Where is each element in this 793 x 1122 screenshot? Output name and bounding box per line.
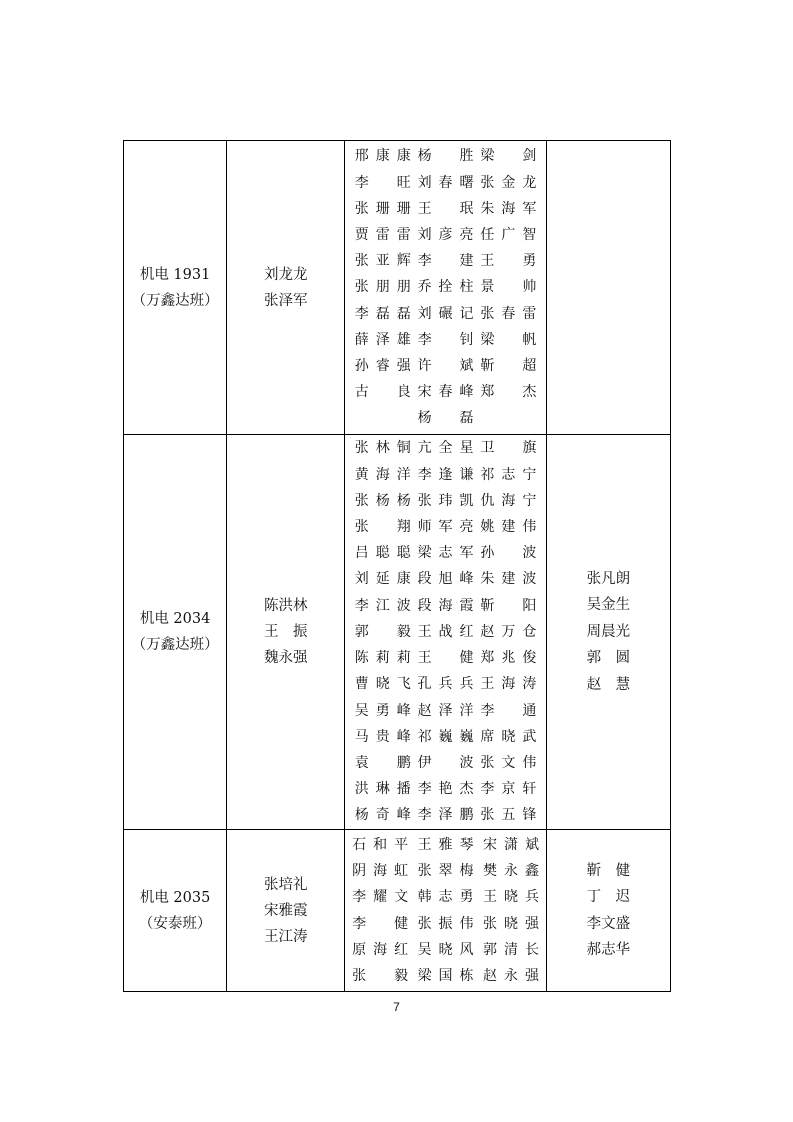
student-name: 刘延康 — [354, 571, 411, 588]
student-name: 刘碾记 — [417, 305, 474, 322]
student-name: 古 良 — [354, 384, 411, 401]
student-list — [345, 832, 545, 989]
student-name: 马贵峰 — [354, 728, 411, 745]
student-name: 张翠梅 — [417, 863, 474, 880]
extra-name: 周晨光 — [586, 623, 631, 640]
extra-cell — [546, 141, 670, 435]
students-cell — [345, 141, 546, 435]
student-name: 宋春峰 — [417, 384, 474, 401]
student-name: 许 斌 — [417, 358, 474, 374]
student-name: 李艳杰 — [417, 781, 474, 798]
table-row — [124, 141, 671, 435]
student-name: 靳 阳 — [480, 597, 537, 614]
student-name: 祁巍巍 — [417, 728, 474, 745]
student-name: 王 健 — [417, 650, 474, 667]
student-name: 张晓强 — [483, 915, 540, 932]
class-cell — [124, 830, 227, 992]
student-name: 郭清长 — [483, 941, 540, 958]
student-name: 邢康康 — [354, 148, 411, 165]
table-row — [124, 435, 671, 830]
student-name: 段旭峰 — [417, 571, 474, 588]
student-name: 宋潇斌 — [483, 836, 540, 853]
student-name: 张亚辉 — [354, 253, 411, 270]
student-name: 李江波 — [354, 597, 411, 614]
student-name: 李耀文 — [352, 889, 409, 906]
class-group: （安泰班） — [138, 915, 212, 932]
student-name: 朱海军 — [480, 200, 537, 217]
student-name: 赵万仓 — [480, 623, 537, 640]
teacher-name: 刘龙龙 — [264, 266, 308, 283]
teacher-cell — [227, 435, 345, 830]
student-name: 贾雷雷 — [354, 226, 411, 243]
student-name: 张金龙 — [480, 174, 537, 191]
teacher-cell — [227, 141, 345, 435]
extra-name: 张凡朗 — [586, 570, 631, 587]
class-name: 机电 2035 — [139, 889, 211, 906]
student-name: 伊 波 — [417, 754, 474, 771]
student-name: 阴海虹 — [352, 863, 409, 880]
student-name: 祁志宁 — [480, 466, 537, 483]
class-name: 机电 2034 — [139, 611, 211, 627]
extra-name: 赵 慧 — [586, 676, 631, 693]
student-name: 杨 胜 — [417, 148, 474, 165]
extra-name: 靳 健 — [586, 862, 631, 879]
student-name: 王海涛 — [480, 676, 537, 693]
student-name: 李 钊 — [417, 331, 474, 348]
student-name: 李 健 — [352, 915, 409, 932]
student-name: 李 建 — [417, 253, 474, 270]
extra-name: 李文盛 — [586, 915, 631, 932]
student-name: 李磊磊 — [354, 305, 411, 322]
extra-name: 丁 迟 — [586, 889, 631, 905]
student-name: 黄海洋 — [354, 466, 411, 483]
student-name: 吴勇峰 — [354, 702, 411, 719]
teacher-name: 王 振 — [264, 624, 308, 640]
student-name: 任广智 — [480, 226, 537, 243]
class-cell — [124, 141, 227, 435]
student-name: 吴晓风 — [417, 941, 474, 958]
class-cell — [124, 435, 227, 830]
student-name: 孙睿强 — [354, 358, 411, 374]
student-name: 赵永强 — [483, 967, 540, 984]
student-name: 洪琳播 — [354, 781, 411, 798]
students-cell — [345, 830, 546, 992]
student-name: 陈莉莉 — [354, 650, 411, 667]
student-name: 梁 帆 — [480, 331, 537, 348]
extra-name: 郝志华 — [586, 942, 631, 958]
student-name: 张 毅 — [352, 967, 409, 984]
student-name: 杨奇峰 — [354, 807, 411, 824]
student-list — [345, 143, 545, 431]
student-name: 李逢谦 — [417, 466, 474, 483]
student-name: 杨 磊 — [417, 410, 474, 427]
student-name: 王 珉 — [417, 200, 474, 217]
class-group: （万鑫达班） — [131, 637, 219, 653]
student-name: 张林铜 — [354, 440, 411, 457]
student-name: 靳 超 — [480, 358, 537, 374]
student-name: 王 勇 — [480, 253, 537, 270]
student-name: 郑兆俊 — [480, 650, 537, 667]
student-name: 孔兵兵 — [417, 676, 474, 693]
student-name: 王战红 — [417, 623, 474, 640]
student-name: 张振伟 — [417, 915, 474, 932]
student-name: 仇海宁 — [480, 492, 537, 509]
teacher-name: 王江涛 — [264, 928, 308, 945]
student-name: 刘春曙 — [417, 174, 474, 191]
extra-cell — [546, 830, 670, 992]
student-name: 师军亮 — [417, 519, 474, 536]
student-name: 郭 毅 — [354, 623, 411, 640]
student-name: 石和平 — [352, 836, 409, 853]
student-name: 卫 旗 — [480, 440, 537, 457]
student-name: 梁志军 — [417, 545, 474, 562]
student-name: 段海霞 — [417, 597, 474, 614]
student-name: 曹晓飞 — [354, 676, 411, 693]
student-name: 张杨杨 — [354, 492, 411, 509]
student-name: 李 通 — [480, 702, 537, 719]
extra-name: 郭 圆 — [586, 650, 631, 667]
table-row — [124, 830, 671, 992]
student-name: 张春雷 — [480, 305, 537, 322]
teacher-name: 张泽军 — [264, 292, 308, 309]
teacher-cell — [227, 830, 345, 992]
student-name: 张珊珊 — [354, 200, 411, 217]
student-name: 吕聪聪 — [354, 545, 411, 562]
student-name: 张玮凯 — [417, 492, 474, 509]
student-name: 原海红 — [352, 941, 409, 958]
student-name: 赵泽洋 — [417, 702, 474, 719]
student-name: 张文伟 — [480, 754, 537, 771]
teacher-name: 张培礼 — [264, 876, 308, 893]
student-name: 姚建伟 — [480, 519, 537, 536]
page-number: 7 — [393, 1000, 400, 1014]
teacher-name: 宋雅霞 — [264, 902, 308, 919]
student-name: 景 帅 — [480, 279, 537, 296]
teacher-name: 魏永强 — [264, 650, 308, 666]
extra-name: 吴金生 — [586, 597, 631, 614]
student-name: 席晓武 — [480, 728, 537, 745]
student-name: 张五锋 — [480, 807, 537, 824]
class-name: 机电 1931 — [139, 266, 211, 283]
extra-cell — [546, 435, 670, 830]
student-name: 李 旺 — [354, 174, 411, 191]
student-name: 孙 波 — [480, 545, 537, 562]
student-name: 樊永鑫 — [483, 863, 540, 880]
roster-table — [123, 140, 671, 992]
students-cell — [345, 435, 546, 830]
student-name: 乔拴柱 — [417, 279, 474, 296]
teacher-name: 陈洪林 — [264, 598, 308, 614]
student-name: 梁国栋 — [417, 967, 474, 984]
student-name: 朱建波 — [480, 571, 537, 588]
student-name: 李京轩 — [480, 781, 537, 798]
student-name: 韩志勇 — [417, 889, 474, 906]
student-name: 王雅琴 — [417, 836, 474, 853]
student-name: 郑 杰 — [480, 384, 537, 401]
student-name: 李泽鹏 — [417, 807, 474, 824]
student-name: 张朋朋 — [354, 279, 411, 296]
student-list — [345, 435, 545, 828]
student-name: 梁 剑 — [480, 148, 537, 165]
student-name: 张 翔 — [354, 519, 411, 536]
student-name: 刘彦亮 — [417, 226, 474, 243]
student-name: 薛泽雄 — [354, 331, 411, 348]
student-name: 袁 鹏 — [354, 754, 411, 771]
class-group: （万鑫达班） — [131, 292, 219, 309]
student-name: 王晓兵 — [483, 889, 540, 906]
student-name: 亢全星 — [417, 440, 474, 457]
